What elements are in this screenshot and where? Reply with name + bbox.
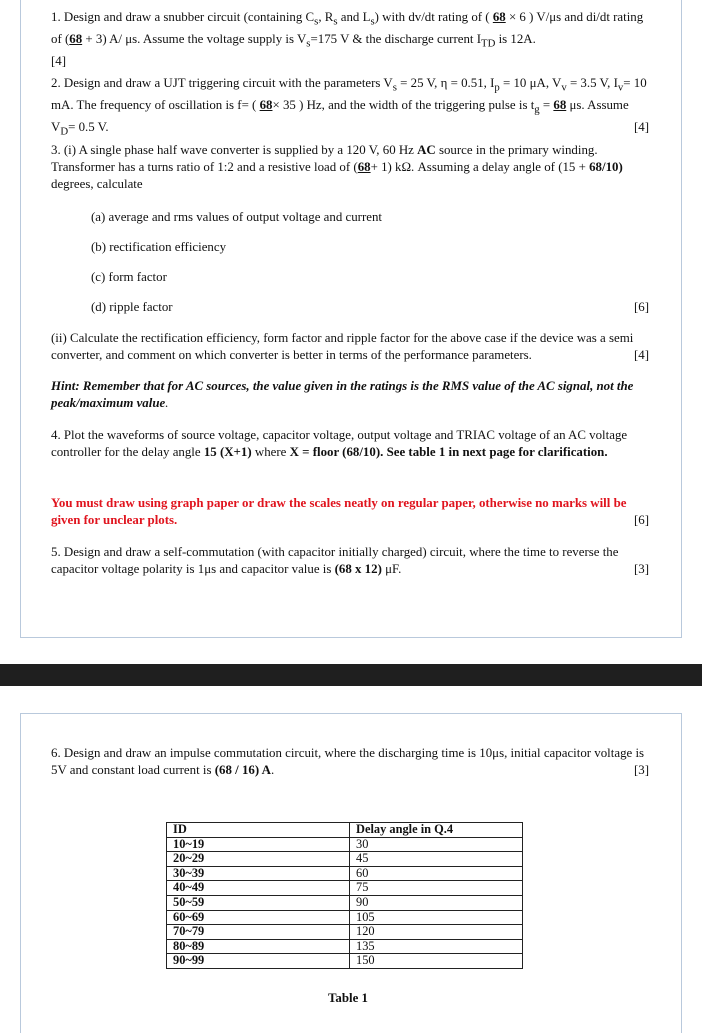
q2-sub: s — [392, 81, 397, 94]
table-row — [167, 939, 523, 954]
table-cell-angle: 105 — [350, 910, 523, 925]
q2-text: = 25 V, η = 0.51, I — [396, 76, 495, 90]
q4-text: 4. Plot the waveforms of source voltage, capacitor voltage, output voltage and TRIAC voltage of an AC voltage controller for the delay angle — [51, 428, 628, 460]
q2-marks: [4] — [633, 119, 649, 134]
table-row — [167, 910, 523, 925]
table-cell-angle: 45 — [350, 852, 523, 867]
table-caption: Table 1 — [328, 991, 368, 1005]
q4-bold: X = floor (68/10). See table 1 in next page for clarification. — [289, 445, 608, 460]
table-row — [167, 954, 523, 969]
question-2 — [51, 75, 649, 140]
q2-sub: p — [494, 81, 500, 94]
q4-warning-text: You must draw using graph paper or draw the scales neatly on regular paper, otherwise no marks will be given for unclear plots. — [51, 496, 627, 528]
q1-text-2: , R — [318, 10, 334, 24]
table-row — [167, 866, 523, 881]
q1-text-3: and L — [337, 10, 371, 24]
q1-sub: s — [370, 15, 375, 28]
table-cell-id: 60~69 — [167, 910, 350, 925]
table-row — [167, 837, 523, 852]
table-cell-angle: 150 — [350, 954, 523, 969]
question-4 — [51, 427, 649, 461]
table-cell-id: 50~59 — [167, 895, 350, 910]
table-row — [167, 895, 523, 910]
table-row — [167, 881, 523, 896]
table-row — [167, 852, 523, 867]
q3-bold-expr: 68/10) — [589, 160, 623, 175]
q6-bold: (68 / 16) A — [214, 763, 271, 778]
q3-ii-marks: [4] — [633, 348, 649, 363]
q1-text-6: + 3) A/ μs. Assume the voltage supply is V — [82, 31, 307, 46]
table-row — [167, 925, 523, 940]
delay-angle-table — [166, 822, 523, 969]
table-header: ID — [167, 823, 350, 838]
question-1 — [51, 9, 649, 70]
q3-part-a: (a) average and rms values of output voltage and current — [91, 210, 382, 224]
q2-sub: v — [617, 81, 624, 94]
table-cell-id: 90~99 — [167, 954, 350, 969]
q2-text: μs. Assume V — [51, 97, 629, 134]
q3-text: 3. (i) A single phase half wave converter is supplied by a 120 V, 60 Hz — [51, 143, 418, 157]
table-cell-id: 80~89 — [167, 939, 350, 954]
q1-text-5: × 6 ) V/μs and di/dt rating of ( — [51, 10, 644, 46]
page-2 — [20, 713, 682, 1033]
q1-marks: [4] — [51, 53, 67, 68]
q5-bold: (68 x 12) — [334, 562, 382, 577]
page-divider — [0, 664, 702, 686]
q3-part-ii — [51, 330, 649, 364]
q4-marks: [6] — [633, 513, 649, 528]
question-6 — [51, 745, 649, 779]
student-id-value: 68 — [69, 31, 83, 46]
hint-end: . — [165, 396, 169, 411]
q3-ii-text: (ii) Calculate the rectification efficiency, form factor and ripple factor for the above case if the device was a semi converter, and comment on which converter is better in terms of the performance parameters. — [51, 331, 634, 363]
q5-text: 5. Design and draw a self-commutation (with capacitor initially charged) circuit, where the time to reverse the capacitor voltage polarity is 1μs and capacitor value is — [51, 545, 619, 577]
page-1 — [20, 0, 682, 638]
q2-text: = 0.5 V. — [68, 119, 109, 134]
hint-note — [51, 378, 649, 412]
q5-marks: [3] — [633, 562, 649, 577]
q3-text: degrees, calculate — [51, 177, 143, 192]
q6-text: 6. Design and draw an impulse commutation circuit, where the discharging time is 10μs, initial capacitor voltage is 5V and constant load current is — [51, 746, 645, 778]
question-3 — [51, 142, 649, 194]
student-id-value: 68 — [357, 160, 371, 175]
q3-part-c: (c) form factor — [91, 270, 167, 284]
q1-sub: s — [333, 15, 338, 28]
student-id-value: 68 — [259, 97, 273, 112]
table-cell-angle: 30 — [350, 837, 523, 852]
q3-part-d — [91, 299, 649, 316]
question-5 — [51, 544, 649, 578]
student-id-value: 68 — [492, 10, 506, 24]
q3-part-b: (b) rectification efficiency — [91, 240, 227, 254]
table-cell-angle: 60 — [350, 866, 523, 881]
q2-text: × 35 ) Hz, and the width of the triggering pulse is t — [272, 97, 535, 112]
q4-bold: 15 (X+1) — [203, 445, 252, 460]
q4-text: where — [251, 445, 290, 460]
q1-text-4: ) with dv/dt rating of ( — [374, 10, 493, 24]
table-cell-id: 40~49 — [167, 881, 350, 896]
q1-text-7: =175 V & the discharge current I — [310, 31, 481, 46]
q3-part-d-marks: [6] — [633, 300, 649, 314]
q1-text-8: is 12A. — [495, 31, 536, 46]
q3-part-d-text: (d) ripple factor — [91, 300, 173, 314]
q1-text-1: 1. Design and draw a snubber circuit (containing C — [51, 10, 315, 24]
q3-text: + 1) kΩ. Assuming a delay angle of (15 + — [370, 160, 590, 175]
table-cell-id: 70~79 — [167, 925, 350, 940]
table-header-row — [167, 823, 523, 838]
table-cell-angle: 120 — [350, 925, 523, 940]
table-cell-angle: 135 — [350, 939, 523, 954]
table-header: Delay angle in Q.4 — [350, 823, 523, 838]
q2-sub: D — [60, 125, 69, 138]
q1-sub: s — [306, 37, 311, 50]
hint-text: Hint: Remember that for AC sources, the value given in the ratings is the RMS value of the AC signal, not the peak/maximum value — [51, 379, 634, 411]
q2-sub: v — [561, 81, 567, 94]
q2-text: = — [539, 97, 554, 112]
table-cell-angle: 90 — [350, 895, 523, 910]
table-cell-id: 10~19 — [167, 837, 350, 852]
q6-marks: [3] — [633, 763, 649, 778]
q1-sub: s — [314, 15, 319, 28]
q2-text: 2. Design and draw a UJT triggering circuit with the parameters V — [51, 76, 393, 90]
q2-text: = 10 mA. The frequency of oscillation is f= ( — [51, 76, 647, 112]
q6-text: . — [270, 763, 275, 778]
table-cell-id: 20~29 — [167, 852, 350, 867]
q3-ac: AC — [417, 143, 436, 157]
q2-text: = 3.5 V, I — [566, 76, 618, 90]
q2-sub: g — [534, 103, 540, 116]
q5-text: μF. — [381, 562, 402, 577]
q2-text: = 10 μA, V — [499, 76, 562, 90]
q1-sub: TD — [481, 37, 496, 50]
q3-text: source in the primary winding. Transformer has a turns ratio of 1:2 and a resistive load of ( — [51, 143, 598, 175]
q4-warning — [51, 495, 649, 529]
table-cell-id: 30~39 — [167, 866, 350, 881]
table-cell-angle: 75 — [350, 881, 523, 896]
student-id-value: 68 — [553, 97, 567, 112]
